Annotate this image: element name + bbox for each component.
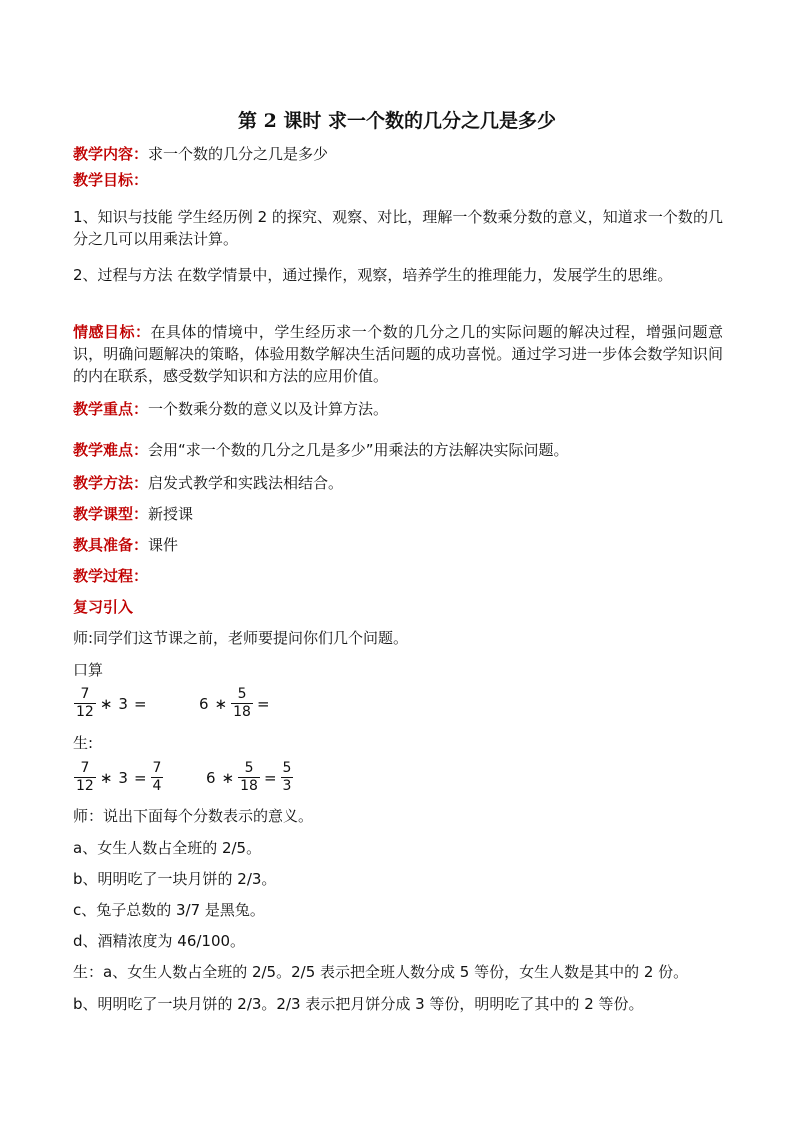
numerator: 5 xyxy=(237,686,247,702)
times-sign: ∗ xyxy=(99,694,113,713)
list-item: b、明明吃了一块月饼的 2/3。 xyxy=(73,870,277,888)
teaching-method xyxy=(73,473,723,494)
oral-calc-label: 口算 xyxy=(73,661,104,679)
times-sign: ∗ xyxy=(221,768,235,787)
operand: 6 xyxy=(206,768,216,787)
denominator: 18 xyxy=(233,704,251,720)
denominator: 18 xyxy=(240,778,258,794)
result-fraction xyxy=(281,760,294,795)
numerator: 5 xyxy=(244,760,254,776)
teaching-difficulty xyxy=(73,440,723,461)
list-item: a、女生人数占全班的 2/5。 xyxy=(73,839,262,857)
key-label: 教学重点： xyxy=(73,400,149,418)
teaching-content xyxy=(73,144,723,165)
equals-sign: = xyxy=(133,768,147,787)
goal-knowledge: 1、知识与技能 学生经历例 2 的探究、观察、对比，理解一个数乘分数的意义，知道求一个数的几分之几可以用乘法计算。 xyxy=(73,208,723,248)
fraction xyxy=(238,760,260,795)
list-item: d、酒精浓度为 46/100。 xyxy=(73,932,246,950)
fraction xyxy=(74,760,96,795)
teaching-process-heading xyxy=(73,566,723,587)
emotion-text: 在具体的情境中，学生经历求一个数的几分之几的实际问题的解决过程，增强问题意识，明确问题解决的策略，体验用数学解决生活问题的成功喜悦。通过学习进一步体会数学知识间的内在联系，感受数学知识和方法的应用价值。 xyxy=(73,323,723,385)
times-sign: ∗ xyxy=(214,694,228,713)
denominator: 4 xyxy=(152,778,162,794)
result-fraction xyxy=(151,760,164,795)
type-label: 教学课型： xyxy=(73,505,149,523)
page-title: 第 2 课时 求一个数的几分之几是多少 xyxy=(237,110,557,132)
oral-equation-1 xyxy=(73,686,150,721)
list-item: c、兔子总数的 3/7 是黑兔。 xyxy=(73,901,265,919)
content-label: 教学内容： xyxy=(73,145,149,163)
answer-equation-1 xyxy=(73,760,164,795)
type-text: 新授课 xyxy=(148,505,194,523)
teaching-goals-heading xyxy=(73,170,723,191)
emotion-goal xyxy=(73,321,723,387)
numerator: 7 xyxy=(80,686,90,702)
oral-equation-2 xyxy=(196,686,273,721)
operand: 3 xyxy=(118,694,128,713)
review-label: 复习引入 xyxy=(73,598,134,616)
tools-label: 教具准备： xyxy=(73,536,149,554)
emotion-label: 情感目标： xyxy=(73,323,151,341)
answer-equation-2 xyxy=(203,760,294,795)
student-label-1: 生: xyxy=(73,734,94,752)
difficulty-label: 教学难点： xyxy=(73,441,149,459)
teaching-key xyxy=(73,399,723,420)
operand: 3 xyxy=(118,768,128,787)
process-label: 教学过程： xyxy=(73,567,149,585)
difficulty-text: 会用“求一个数的几分之几是多少”用乘法的方法解决实际问题。 xyxy=(148,441,569,459)
goal-process: 2、过程与方法 在数学情景中，通过操作，观察，培养学生的推理能力，发展学生的思维。 xyxy=(73,266,673,284)
equals-sign: = xyxy=(256,694,270,713)
student-answer-b: b、明明吃了一块月饼的 2/3。2/3 表示把月饼分成 3 等份，明明吃了其中的 2 等份。 xyxy=(73,995,644,1013)
lesson-type xyxy=(73,504,723,525)
equals-sign: = xyxy=(133,694,147,713)
student-answer-a: 生：a、女生人数占全班的 2/5。2/5 表示把全班人数分成 5 等份，女生人数是其中的 2 份。 xyxy=(73,963,689,981)
teaching-tools xyxy=(73,535,723,556)
teacher-line-1: 师:同学们这节课之前，老师要提问你们几个问题。 xyxy=(73,629,409,647)
goals-label: 教学目标： xyxy=(73,171,149,189)
operand: 6 xyxy=(199,694,209,713)
equals-sign: = xyxy=(263,768,277,787)
numerator: 7 xyxy=(80,760,90,776)
tools-text: 课件 xyxy=(148,536,179,554)
content-text: 求一个数的几分之几是多少 xyxy=(148,145,329,163)
denominator: 12 xyxy=(76,778,94,794)
fraction xyxy=(231,686,253,721)
denominator: 3 xyxy=(282,778,292,794)
fraction xyxy=(74,686,96,721)
method-text: 启发式教学和实践法相结合。 xyxy=(148,474,344,492)
numerator: 7 xyxy=(152,760,162,776)
denominator: 12 xyxy=(76,704,94,720)
numerator: 5 xyxy=(282,760,292,776)
key-text: 一个数乘分数的意义以及计算方法。 xyxy=(148,400,389,418)
review-heading xyxy=(73,597,723,618)
times-sign: ∗ xyxy=(99,768,113,787)
teacher-line-2: 师：说出下面每个分数表示的意义。 xyxy=(73,807,314,825)
method-label: 教学方法： xyxy=(73,474,149,492)
